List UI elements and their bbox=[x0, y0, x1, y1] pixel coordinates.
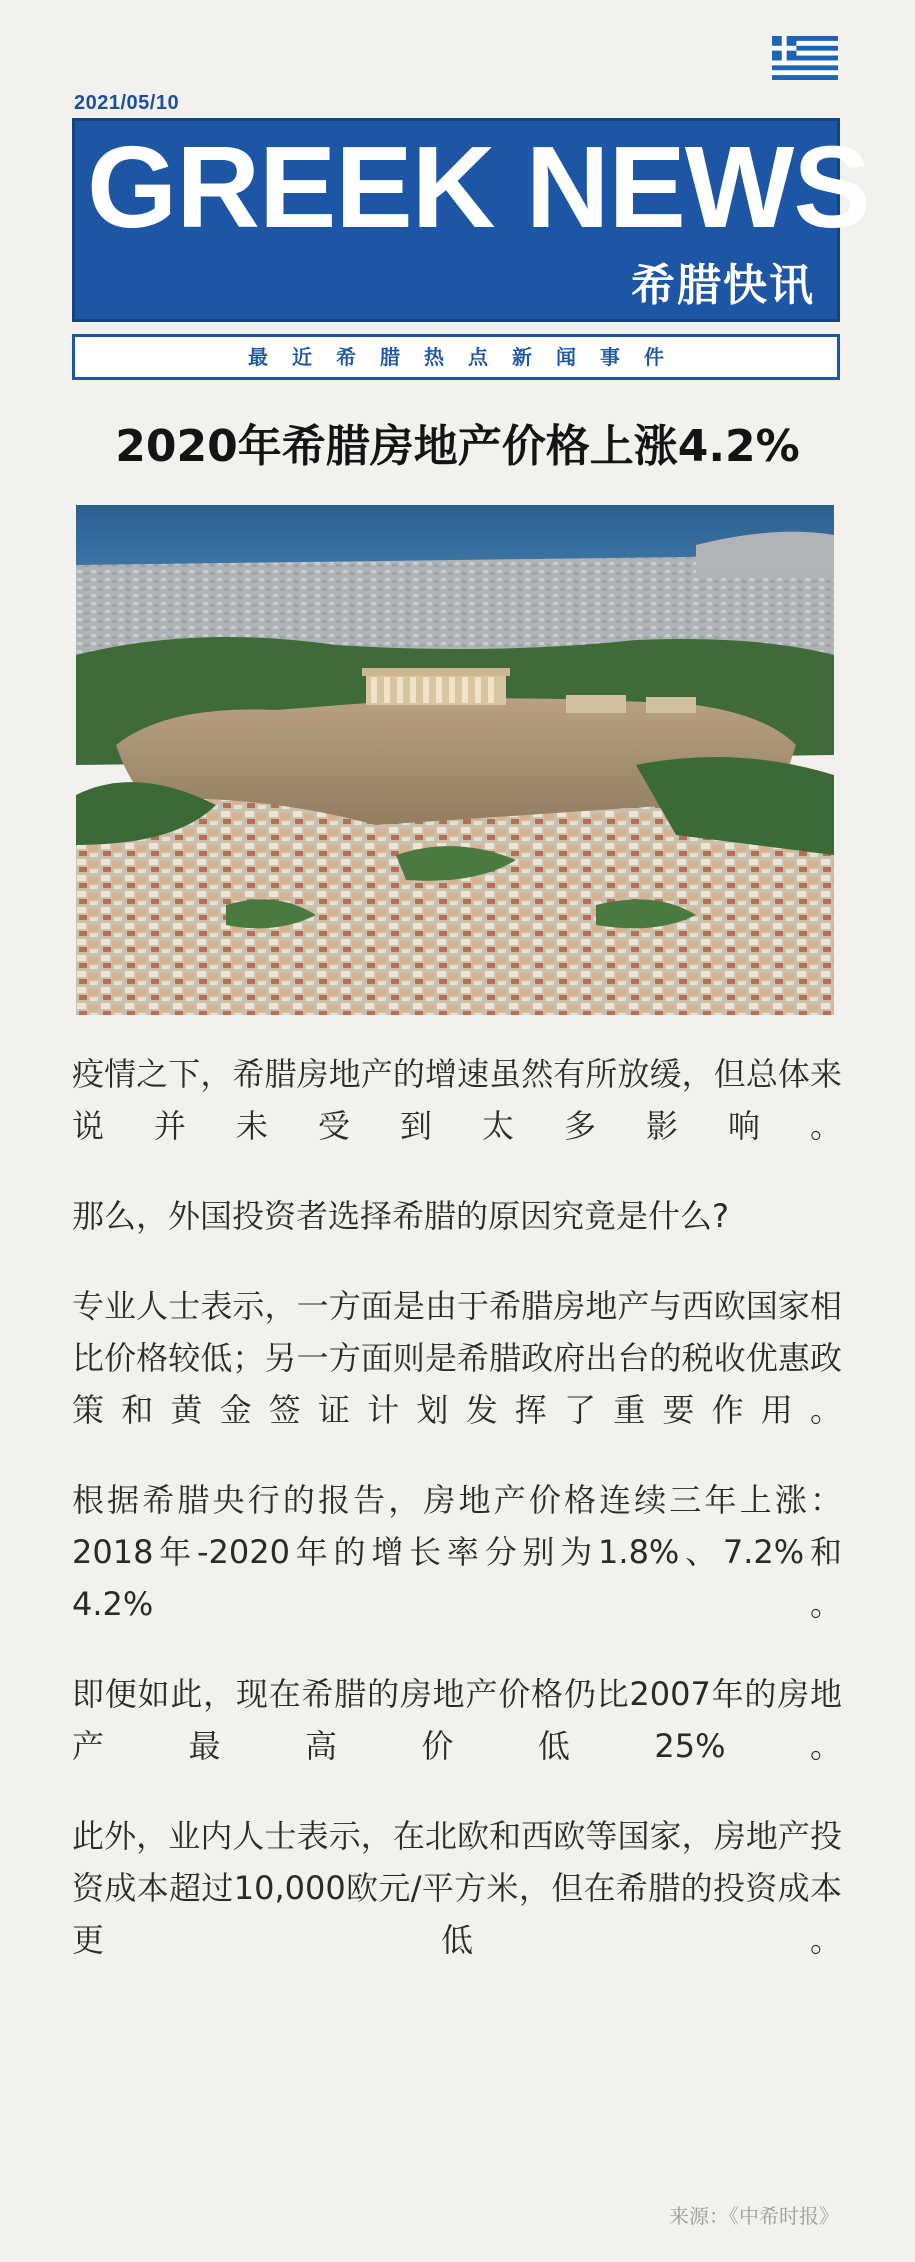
article-paragraph: 根据希腊央行的报告，房地产价格连续三年上涨：2018年-2020年的增长率分别为1.8%、7.2%和4.2%。 bbox=[72, 1481, 842, 1623]
article-paragraph: 疫情之下，希腊房地产的增速虽然有所放缓，但总体来说并未受到太多影响。 bbox=[72, 1055, 842, 1145]
article-body bbox=[72, 1048, 842, 2004]
article-source: 来源：《中希时报》 bbox=[669, 2204, 839, 2228]
masthead-title: GREEK NEWS bbox=[87, 122, 870, 252]
article-headline: 2020年希腊房地产价格上涨4.2% bbox=[115, 421, 800, 472]
article-paragraph: 专业人士表示，一方面是由于希腊房地产与西欧国家相比价格较低；另一方面则是希腊政府出台的税收优惠政策和黄金签证计划发挥了重要作用。 bbox=[72, 1287, 842, 1429]
article-paragraph: 即便如此，现在希腊的房地产价格仍比2007年的房地产最高价低25%。 bbox=[72, 1675, 842, 1765]
masthead bbox=[72, 118, 870, 322]
acropolis-athens-photo bbox=[76, 505, 834, 1015]
greek-flag-icon bbox=[772, 36, 838, 80]
publish-date: 2021/05/10 bbox=[74, 92, 180, 114]
tagline-banner: 最近希腊热点新闻事件 bbox=[72, 334, 840, 380]
masthead-subtitle: 希腊快讯 bbox=[631, 260, 815, 311]
article-paragraph: 那么，外国投资者选择希腊的原因究竟是什么? bbox=[72, 1197, 729, 1235]
article-paragraph: 此外，业内人士表示，在北欧和西欧等国家，房地产投资成本超过10,000欧元/平方米，但在希腊的投资成本更低。 bbox=[72, 1817, 842, 1959]
